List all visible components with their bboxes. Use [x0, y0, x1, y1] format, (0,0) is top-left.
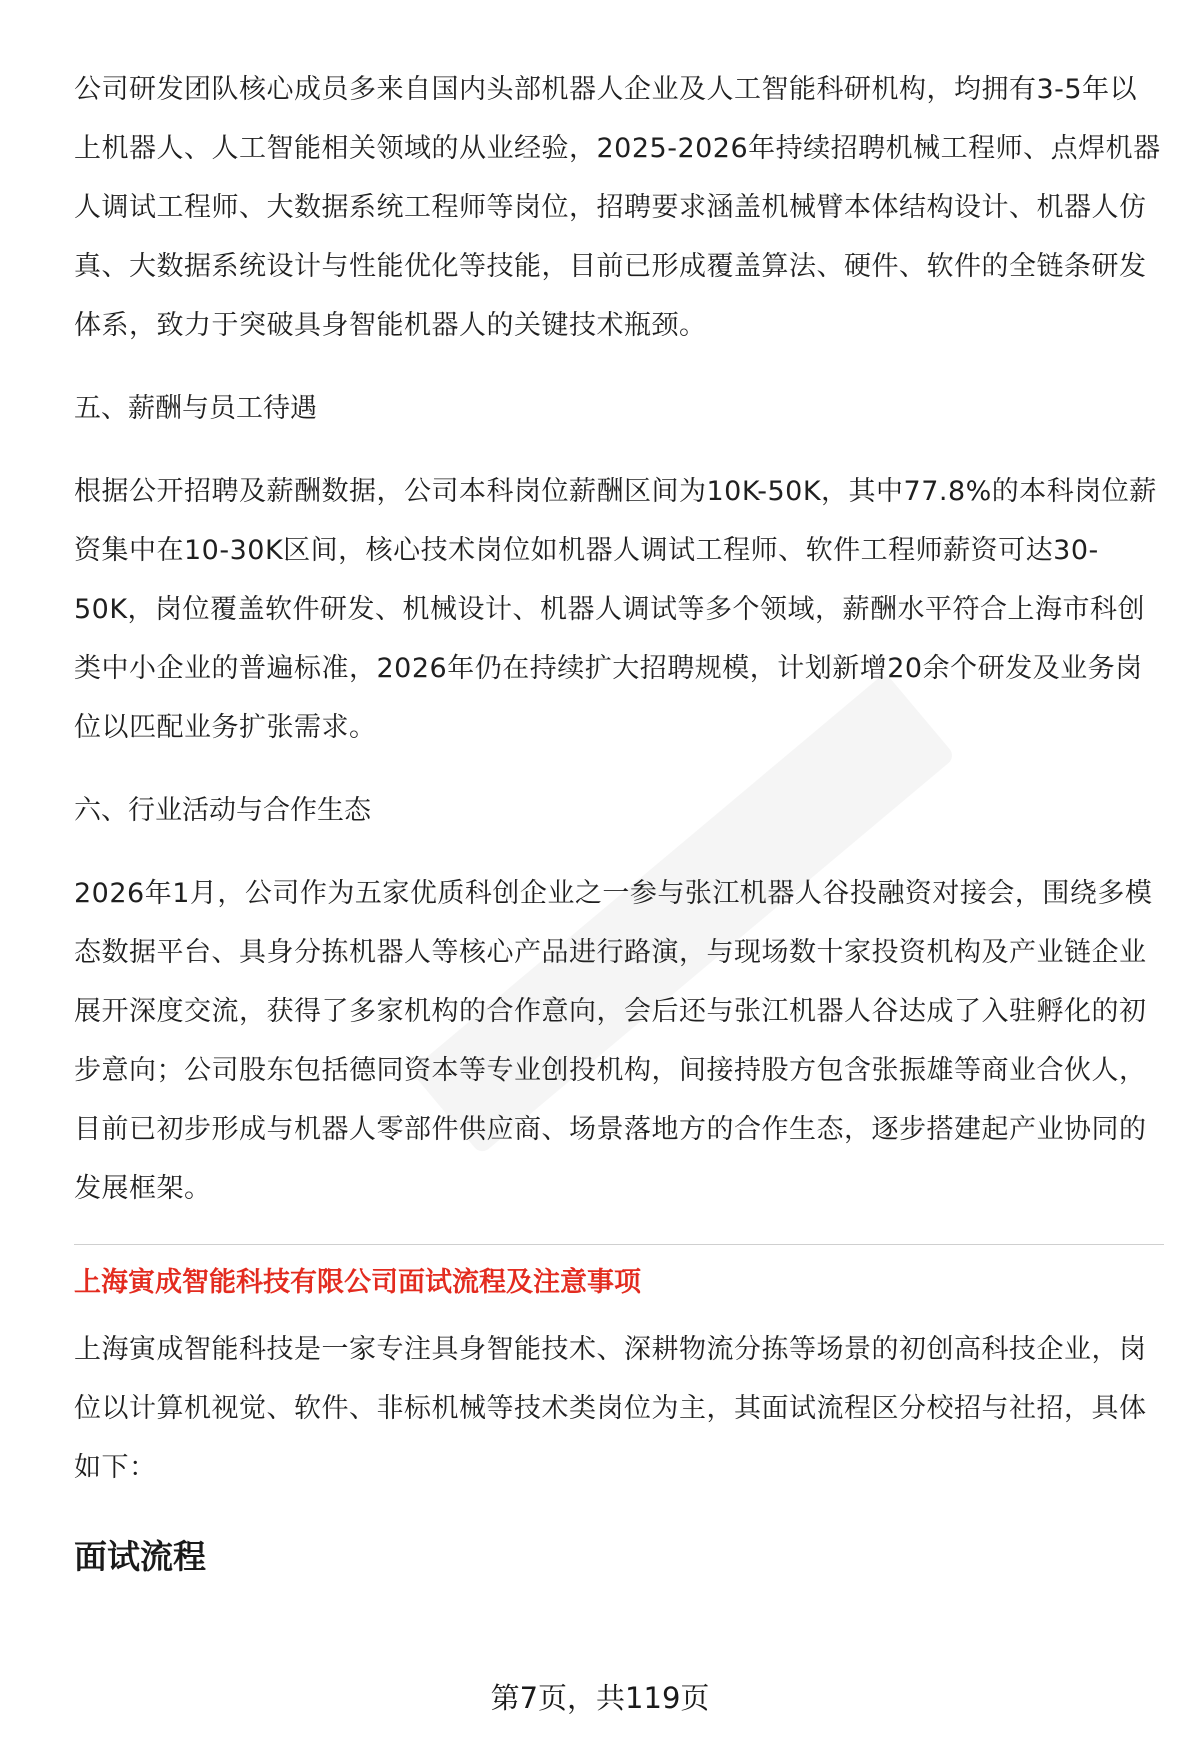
section-title-interview: 上海寅成智能科技有限公司面试流程及注意事项: [74, 1267, 641, 1298]
paragraph-industry: 2026年1月，公司作为五家优质科创企业之一参与张江机器人谷投融资对接会，围绕多模态数据平台、具身分拣机器人等核心产品进行路演，与现场数十家投资机构及产业链企业展开深度交流，获得了多家机构的合作意向，会后还与张江机器人谷达成了入驻孵化的初步意向；公司股东包括德同资本等专业创投机构，间接持股方包含张振雄等商业合伙人，目前已初步形成与机器人零部件供应商、场景落地方的合作生态，逐步搭建起产业协同的发展框架。: [74, 878, 1153, 1204]
paragraph-salary: 根据公开招聘及薪酬数据，公司本科岗位薪酬区间为10K-50K，其中77.8%的本科岗位薪资集中在10-30K区间，核心技术岗位如机器人调试工程师、软件工程师薪资可达30-50K，岗位覆盖软件研发、机械设计、机器人调试等多个领域，薪酬水平符合上海市科创类中小企业的普遍标准，2026年仍在持续扩大招聘规模，计划新增20余个研发及业务岗位以匹配业务扩张需求。: [74, 476, 1157, 743]
paragraph-company-intro: 上海寅成智能科技是一家专注具身智能技术、深耕物流分拣等场景的初创高科技企业，岗位以计算机视觉、软件、非标机械等技术类岗位为主，其面试流程区分校招与社招，具体如下：: [74, 1334, 1147, 1483]
page-number: 第7页，共119页: [490, 1681, 710, 1715]
heading-interview-process: 面试流程: [74, 1537, 206, 1576]
paragraph-rd-team: 公司研发团队核心成员多来自国内头部机器人企业及人工智能科研机构，均拥有3-5年以上机器人、人工智能相关领域的从业经验，2025-2026年持续招聘机械工程师、点焊机器人调试工程师、大数据系统工程师等岗位，招聘要求涵盖机械臂本体结构设计、机器人仿真、大数据系统设计与性能优化等技能，目前已形成覆盖算法、硬件、软件的全链条研发体系，致力于突破具身智能机器人的关键技术瓶颈。: [74, 74, 1161, 341]
heading-industry: 六、行业活动与合作生态: [74, 795, 371, 826]
heading-salary: 五、薪酬与员工待遇: [74, 393, 317, 424]
document-page: [74, 60, 1164, 1586]
